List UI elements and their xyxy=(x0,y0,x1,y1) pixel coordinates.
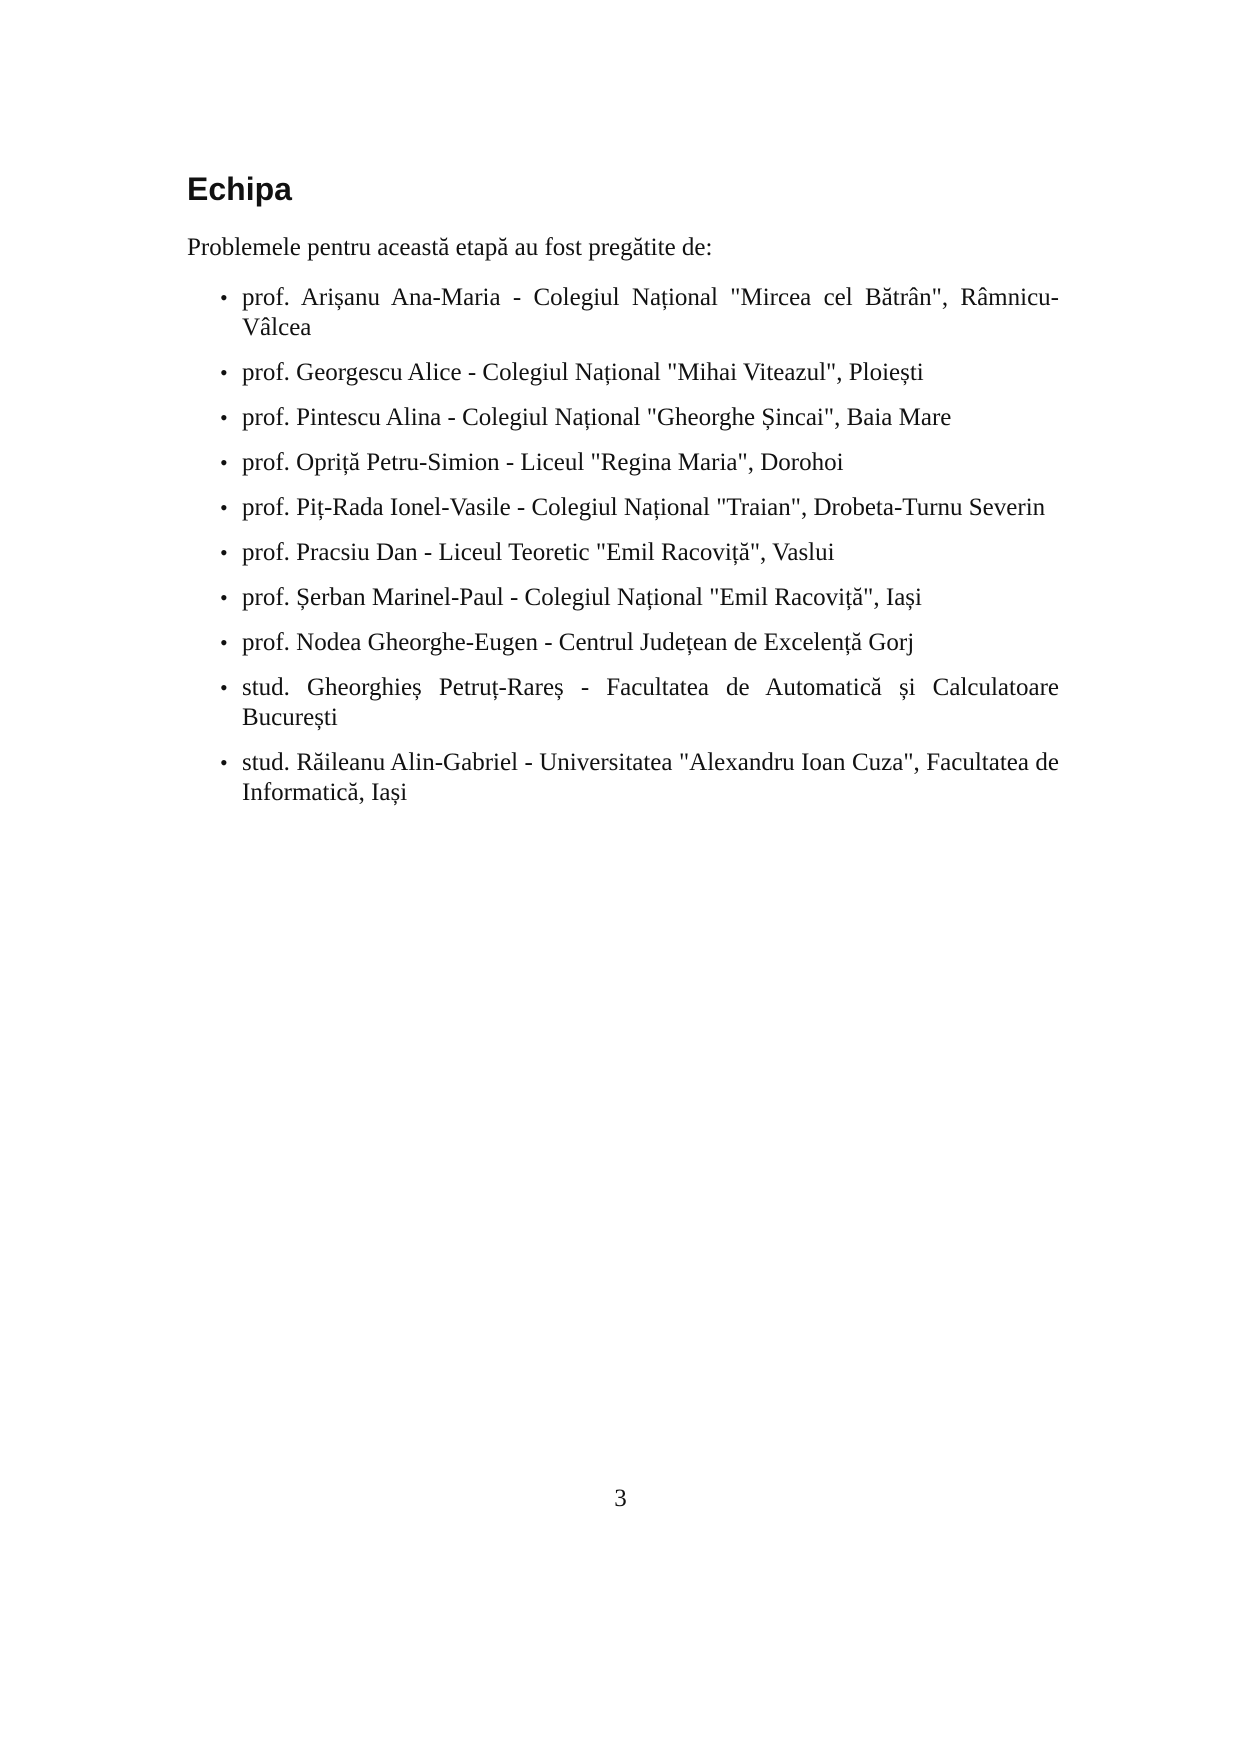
team-member-item: • stud. Răileanu Alin-Gabriel - Universitatea "Alexandru Ioan Cuza", Facultatea de Informatică, Iași xyxy=(187,748,1059,808)
team-member-item: • prof. Georgescu Alice - Colegiul Național "Mihai Viteazul", Ploiești xyxy=(187,358,1059,388)
team-member-item: • prof. Pintescu Alina - Colegiul Național "Gheorghe Șincai", Baia Mare xyxy=(187,403,1059,433)
section-heading: Echipa xyxy=(187,171,292,207)
page-number: 3 xyxy=(614,1485,627,1512)
team-member-item: • prof. Șerban Marinel-Paul - Colegiul Național "Emil Racoviță", Iași xyxy=(187,583,1059,613)
team-member-item: • prof. Piț-Rada Ionel-Vasile - Colegiul Național "Traian", Drobeta-Turnu Severin xyxy=(187,493,1059,523)
document-page xyxy=(187,170,1059,823)
team-list xyxy=(187,283,1059,808)
intro-paragraph: Problemele pentru această etapă au fost pregătite de: xyxy=(187,234,713,261)
team-member-item: • prof. Opriță Petru-Simion - Liceul "Regina Maria", Dorohoi xyxy=(187,448,1059,478)
team-member-item: • prof. Arișanu Ana-Maria - Colegiul Național "Mircea cel Bătrân", Râmnicu-Vâlcea xyxy=(187,283,1059,343)
team-member-item: • prof. Nodea Gheorghe-Eugen - Centrul Județean de Excelență Gorj xyxy=(187,628,1059,658)
team-member-item: • stud. Gheorghieș Petruț-Rareș - Facultatea de Automatică și Calculatoare București xyxy=(187,673,1059,733)
team-member-item: • prof. Pracsiu Dan - Liceul Teoretic "Emil Racoviță", Vaslui xyxy=(187,538,1059,568)
